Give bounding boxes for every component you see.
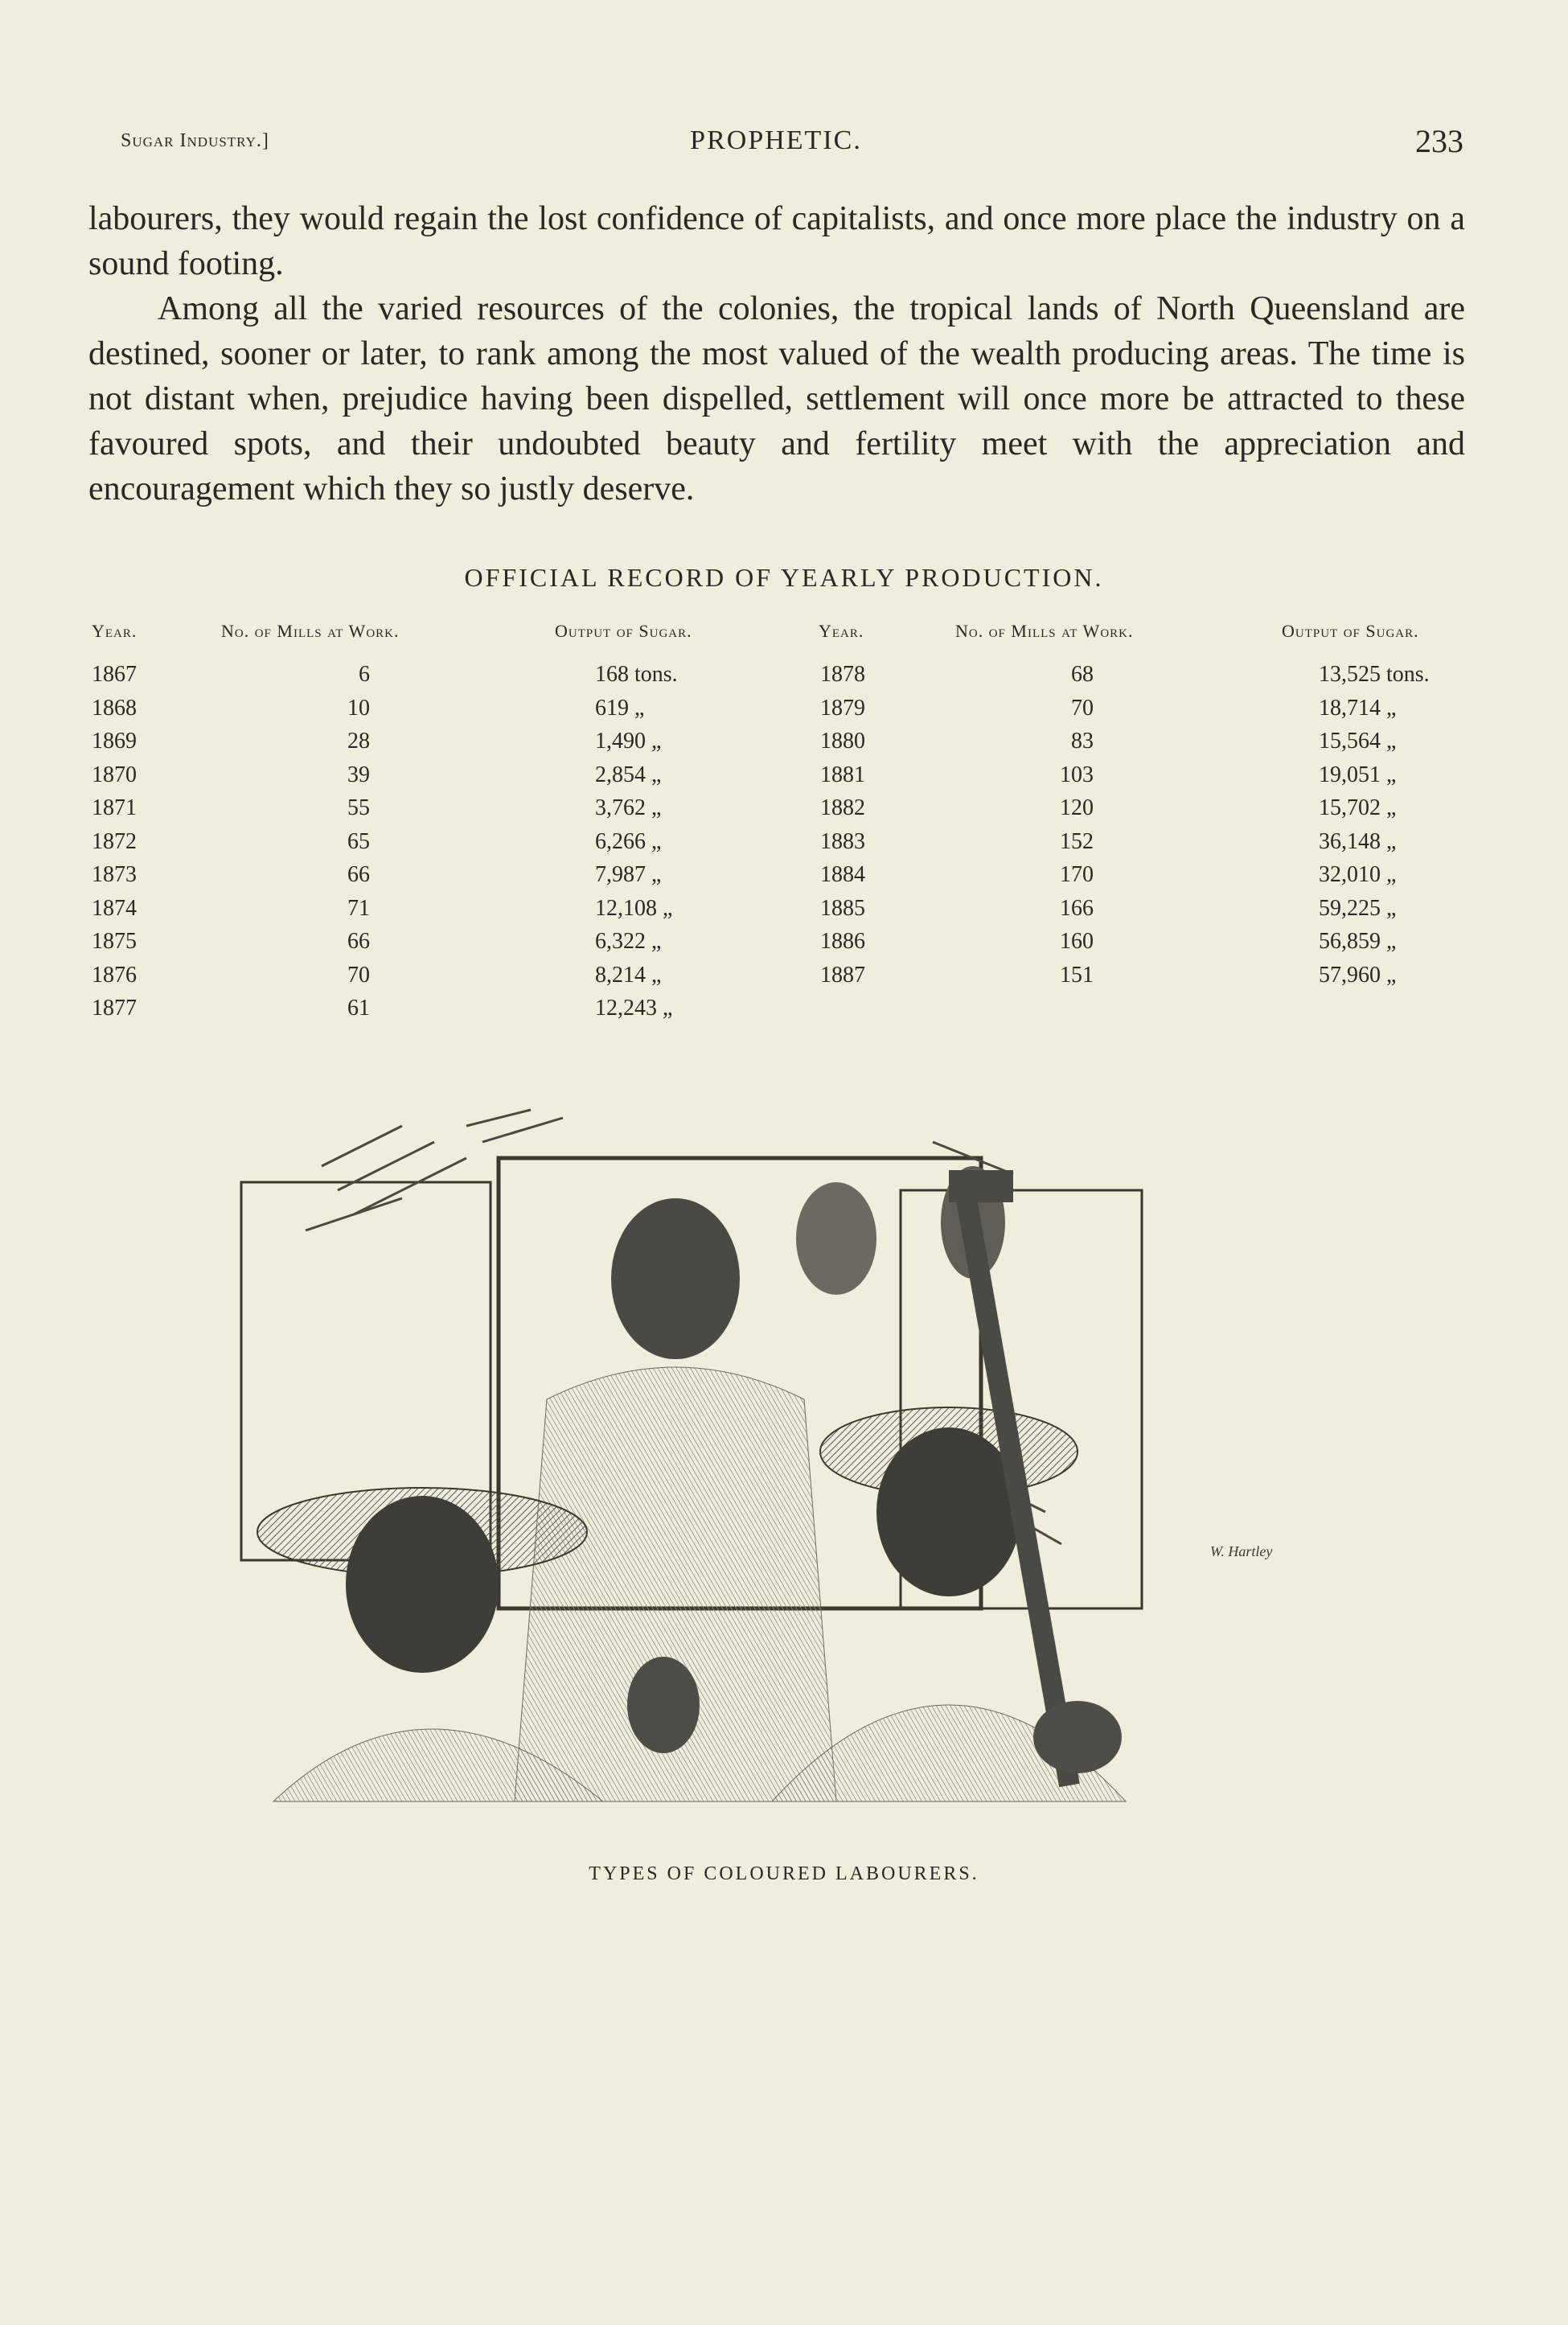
table-cell-year: 1872 (92, 828, 137, 854)
table-cell-mills: 28 (347, 729, 370, 754)
table-cell-output: 6,322 „ (595, 929, 662, 954)
table-cell-mills: 170 (1060, 862, 1094, 887)
table-cell-output: 57,960 „ (1319, 962, 1397, 988)
table-cell-output: 12,108 „ (595, 895, 673, 921)
table-cell-year: 1871 (92, 795, 137, 820)
table-cell-mills: 152 (1060, 828, 1094, 854)
table-cell-year: 1883 (820, 828, 865, 854)
table-cell-mills: 66 (347, 862, 370, 887)
header-year-right: Year. (819, 621, 864, 641)
table-cell-output: 7,987 „ (595, 862, 662, 887)
table-cell-output: 13,525 tons. (1319, 662, 1430, 687)
table-cell-mills: 6 (359, 662, 370, 687)
table-cell-output: 3,762 „ (595, 795, 662, 820)
table-cell-year: 1868 (92, 695, 137, 721)
body-text (88, 196, 1465, 511)
header-title: PROPHETIC. (690, 125, 862, 155)
running-header (88, 122, 1463, 162)
table-cell-year: 1875 (92, 929, 137, 954)
table-cell-output: 15,564 „ (1319, 729, 1397, 754)
table-cell-mills: 70 (1071, 695, 1094, 721)
table-cell-mills: 71 (347, 895, 370, 921)
table-cell-year: 1886 (820, 929, 865, 954)
table-cell-output: 8,214 „ (595, 962, 662, 988)
header-mills-right: No. of Mills at Work. (955, 621, 1134, 641)
table-cell-mills: 166 (1060, 895, 1094, 921)
right-year-column (820, 658, 893, 992)
left-mills-column (306, 658, 370, 1025)
table-cell-mills: 70 (347, 962, 370, 988)
labourer-figures (257, 1166, 1126, 1801)
table-cell-output: 56,859 „ (1319, 929, 1397, 954)
table-cell-output: 36,148 „ (1319, 828, 1397, 854)
table-cell-year: 1878 (820, 662, 865, 687)
header-year-left: Year. (92, 621, 138, 641)
table-cell-output: 12,243 „ (595, 996, 673, 1021)
table-cell-mills: 83 (1071, 729, 1094, 754)
table-cell-year: 1873 (92, 862, 137, 887)
table-cell-output: 32,010 „ (1319, 862, 1397, 887)
table-cell-year: 1882 (820, 795, 865, 820)
table-cell-year: 1870 (92, 762, 137, 787)
header-output-left: Output of Sugar. (555, 621, 692, 641)
table-cell-year: 1885 (820, 895, 865, 921)
artist-signature: W. Hartley (1210, 1543, 1273, 1559)
table-cell-mills: 151 (1060, 962, 1094, 988)
table-cell-output: 18,714 „ (1319, 695, 1397, 721)
table-cell-output: 15,702 „ (1319, 795, 1397, 820)
header-section: Sugar Industry.] (121, 130, 269, 151)
table-cell-year: 1881 (820, 762, 865, 787)
table-cell-year: 1874 (92, 895, 137, 921)
table-cell-year: 1867 (92, 662, 137, 687)
table-cell-year: 1869 (92, 729, 137, 754)
table-cell-output: 19,051 „ (1319, 762, 1397, 787)
left-year-column (92, 658, 164, 1025)
table-cell-output: 59,225 „ (1319, 895, 1397, 921)
left-output-column (595, 658, 740, 1025)
table-cell-mills: 65 (347, 828, 370, 854)
table-cell-output: 168 tons. (595, 662, 678, 687)
table-cell-mills: 160 (1060, 929, 1094, 954)
table-title: OFFICIAL RECORD OF YEARLY PRODUCTION. (464, 563, 1104, 592)
table-cell-year: 1877 (92, 996, 137, 1021)
table-cell-output: 1,490 „ (595, 729, 662, 754)
table-cell-year: 1887 (820, 962, 865, 988)
table-cell-mills: 61 (347, 996, 370, 1021)
page-number: 233 (1415, 123, 1463, 159)
table-cell-year: 1884 (820, 862, 865, 887)
table-cell-output: 6,266 „ (595, 828, 662, 854)
table-cell-mills: 39 (347, 762, 370, 787)
labourers-illustration (225, 1094, 1287, 1858)
table-cell-mills: 66 (347, 929, 370, 954)
header-mills-left: No. of Mills at Work. (221, 621, 400, 641)
right-mills-column (1021, 658, 1094, 992)
table-cell-mills: 10 (347, 695, 370, 721)
table-cell-year: 1880 (820, 729, 865, 754)
table-cell-mills: 103 (1060, 762, 1094, 787)
illustration-caption: TYPES OF COLOURED LABOURERS. (589, 1863, 979, 1884)
right-output-column (1319, 658, 1480, 992)
paragraph-1: labourers, they would regain the lost confidence of capitalists, and once more place the industry on a sound footing. (88, 200, 1465, 282)
table-cell-year: 1879 (820, 695, 865, 721)
table-cell-mills: 55 (347, 795, 370, 820)
table-cell-mills: 120 (1060, 795, 1094, 820)
table-cell-mills: 68 (1071, 662, 1094, 687)
table-cell-output: 2,854 „ (595, 762, 662, 787)
paragraph-2: Among all the varied resources of the colonies, the tropical lands of North Queensland are destined, sooner or later, to rank among the most valued of the wealth producing areas. The time is not distant when, prejudice having been dispelled, settlement will once more be attracted to these favoured spots, and their undoubted beauty and fertility meet with the appreciation and encouragement which they so justly deserve. (88, 290, 1465, 507)
table-cell-year: 1876 (92, 962, 137, 988)
header-output-right: Output of Sugar. (1282, 621, 1419, 641)
table-cell-output: 619 „ (595, 695, 645, 721)
